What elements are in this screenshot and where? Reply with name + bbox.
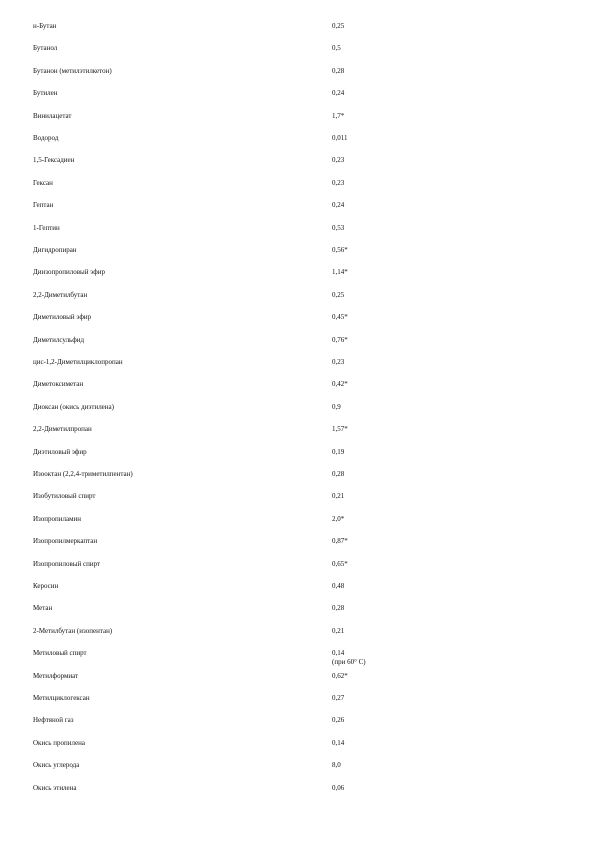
table-row: [0, 224, 595, 236]
substance-name: Метилциклогексан: [33, 694, 90, 702]
table-row: [0, 291, 595, 303]
substance-name: Гептан: [33, 201, 54, 210]
table-row: [0, 649, 595, 667]
substance-value: 0,76*: [332, 335, 348, 344]
table-row: [0, 425, 595, 437]
table-row: [0, 179, 595, 191]
substance-name: Бутанон (метилэтилкетон): [33, 66, 112, 75]
substance-name: Бутанол: [33, 44, 58, 53]
substance-value: 0,5: [332, 44, 341, 53]
table-row: [0, 537, 595, 549]
table-row: [0, 582, 595, 594]
table-row: [0, 694, 595, 706]
substance-value: 0,25: [332, 290, 345, 299]
substance-value: 1,14*: [332, 268, 348, 277]
substance-value: 0,14 (при 60° С): [332, 649, 366, 667]
substance-name: цис-1,2-Диметилциклопропан: [33, 358, 123, 366]
table-row: [0, 358, 595, 370]
substance-name: Изобутиловый спирт: [33, 492, 96, 501]
table-row: [0, 268, 595, 280]
substance-name: 1-Гептин: [33, 223, 60, 232]
table-row: [0, 201, 595, 213]
table-row: [0, 336, 595, 348]
table-row: [0, 403, 595, 415]
substance-name: 1,5-Гексадиен: [33, 156, 75, 165]
substance-name: Окись углерода: [33, 761, 80, 770]
substance-value: 0,24: [332, 89, 345, 98]
table-row: [0, 112, 595, 124]
substance-value: 0,45*: [332, 313, 348, 322]
table-row: [0, 313, 595, 325]
substance-value: 0,28: [332, 604, 345, 613]
table-row: [0, 156, 595, 168]
substance-value: 0,28: [332, 66, 345, 75]
substance-value: 0,23: [332, 358, 345, 366]
substance-name: 2,2-Диметилбутан: [33, 290, 88, 299]
substance-value: 0,87*: [332, 537, 348, 546]
table-row: [0, 627, 595, 639]
substance-value: 0,25: [332, 22, 345, 30]
substance-name: Метан: [33, 604, 53, 613]
substance-name: Бутилен: [33, 89, 58, 98]
table-row: [0, 380, 595, 392]
substance-name: Изооктан (2,2,4-триметилпентан): [33, 470, 133, 478]
substance-value: 0,23: [332, 156, 345, 165]
substance-value: 0,21: [332, 626, 345, 635]
table-row: [0, 515, 595, 527]
table-row: [0, 672, 595, 684]
substance-name: Диметилсульфид: [33, 335, 85, 344]
substance-value: 0,011: [332, 134, 348, 142]
substance-name: Гексан: [33, 178, 53, 187]
table-row: [0, 492, 595, 504]
substance-value: 0,24: [332, 201, 345, 210]
substance-value: 0,28: [332, 470, 345, 478]
substance-name: Дигидропиран: [33, 246, 77, 254]
substance-value: 8,0: [332, 761, 341, 770]
substance-name: Диоксан (окись диэтилена): [33, 402, 114, 411]
table-row: [0, 716, 595, 728]
substance-name: Диэтиловый эфир: [33, 447, 87, 456]
substance-value: 0,56*: [332, 246, 348, 254]
substance-value: 0,19: [332, 447, 345, 456]
substance-name: н-Бутан: [33, 22, 57, 30]
substance-name: Изопропилмеркаптан: [33, 537, 98, 546]
substance-value: 0,27: [332, 694, 345, 702]
table-row: [0, 67, 595, 79]
substance-name: 2-Метилбутан (изопентан): [33, 626, 113, 635]
substance-value: 1,57*: [332, 425, 348, 434]
substance-name: Метиловый спирт: [33, 649, 87, 658]
substance-name: Винилацетат: [33, 111, 72, 120]
table-row: [0, 784, 595, 796]
substance-name: 2,2-Диметилпропан: [33, 425, 92, 434]
table-row: [0, 470, 595, 482]
substance-value: 2,0*: [332, 514, 345, 523]
table-row: [0, 22, 595, 34]
table-row: [0, 44, 595, 56]
table-row: [0, 761, 595, 773]
substance-name: Изопропиламин: [33, 514, 82, 523]
table-row: [0, 134, 595, 146]
substance-value: 0,26: [332, 716, 345, 725]
substance-name: Диметиловый эфир: [33, 313, 92, 322]
substance-value: 0,42*: [332, 380, 348, 389]
substance-value: 0,9: [332, 402, 341, 411]
substance-name: Окись этилена: [33, 783, 77, 792]
substance-name: Водород: [33, 134, 59, 142]
substance-value: 0,14: [332, 738, 345, 747]
substance-name: Изопропиловый спирт: [33, 559, 101, 568]
table-row: [0, 448, 595, 460]
substance-value: 0,23: [332, 178, 345, 187]
substance-value: 0,62*: [332, 671, 348, 680]
substance-name: Метилформиат: [33, 671, 79, 680]
substance-name: Диизопропиловый эфир: [33, 268, 105, 277]
table-row: [0, 246, 595, 258]
substance-value: 0,53: [332, 223, 345, 232]
substance-name: Окись пропилена: [33, 738, 85, 747]
substance-name: Нефтяной газ: [33, 716, 74, 725]
table-row: [0, 739, 595, 751]
substance-name: Диметоксиметан: [33, 380, 84, 389]
substance-value: 1,7*: [332, 111, 345, 120]
table-row: [0, 560, 595, 572]
table-row: [0, 604, 595, 616]
substance-value: 0,06: [332, 783, 345, 792]
substance-value: 0,65*: [332, 559, 348, 568]
table-row: [0, 89, 595, 101]
substance-name: Керосин: [33, 582, 59, 590]
substance-value: 0,21: [332, 492, 345, 501]
substance-value: 0,48: [332, 582, 345, 590]
